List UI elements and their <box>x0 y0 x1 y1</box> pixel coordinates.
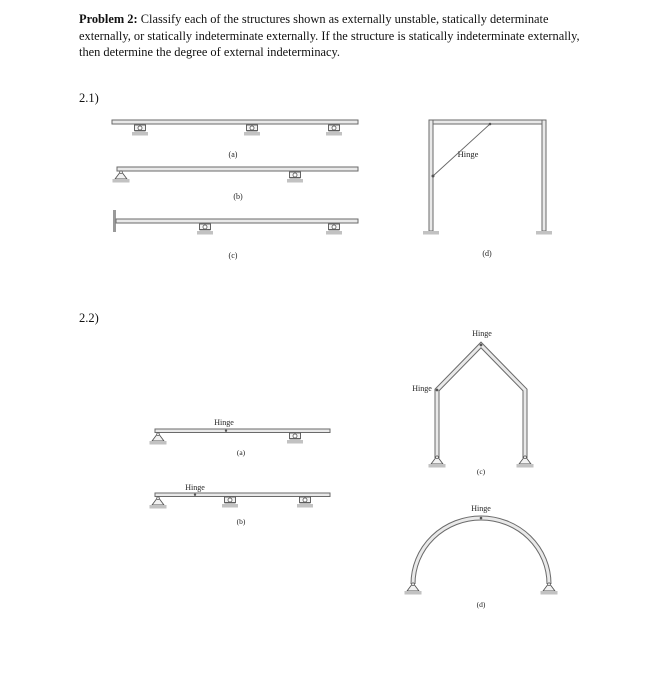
fig21b-label: (b) <box>233 192 243 201</box>
fig22d-arch <box>405 504 558 609</box>
section-2-1-label: 2.1) <box>79 91 99 105</box>
fig21d-label: (d) <box>482 249 492 258</box>
fig21d-hinge-label: Hinge <box>457 149 479 159</box>
problem-text: Classify each of the structures shown as externally unstable, statically determinate externally, or statically indeterminate externally. If the structure is statically indeterminate externally, then determine the degree of external indeterminacy. <box>79 12 580 59</box>
fig22b-beam <box>150 483 331 526</box>
fig22c-left-hinge-label: Hinge <box>412 384 432 393</box>
fig22d-label: (d) <box>476 600 486 609</box>
fig21a-label: (a) <box>228 150 238 159</box>
fig21c-label: (c) <box>228 251 238 260</box>
problem-label: Problem 2: <box>79 12 138 26</box>
fig22a-beam <box>150 418 331 457</box>
fig22c-frame <box>412 329 533 476</box>
fig21a-beam <box>112 120 358 159</box>
fig22b-label: (b) <box>236 517 246 526</box>
fig21c-beam <box>113 210 358 260</box>
fig22b-hinge-label: Hinge <box>185 483 205 492</box>
fig21d-frame <box>423 120 552 258</box>
fig22c-label: (c) <box>476 467 486 476</box>
section-2-2-label: 2.2) <box>79 311 99 325</box>
fig22d-hinge-label: Hinge <box>471 504 491 513</box>
fig22c-top-hinge-label: Hinge <box>472 329 492 338</box>
fig22a-label: (a) <box>236 448 246 457</box>
fig22a-hinge-label: Hinge <box>214 418 234 427</box>
fig21b-beam <box>113 167 359 201</box>
